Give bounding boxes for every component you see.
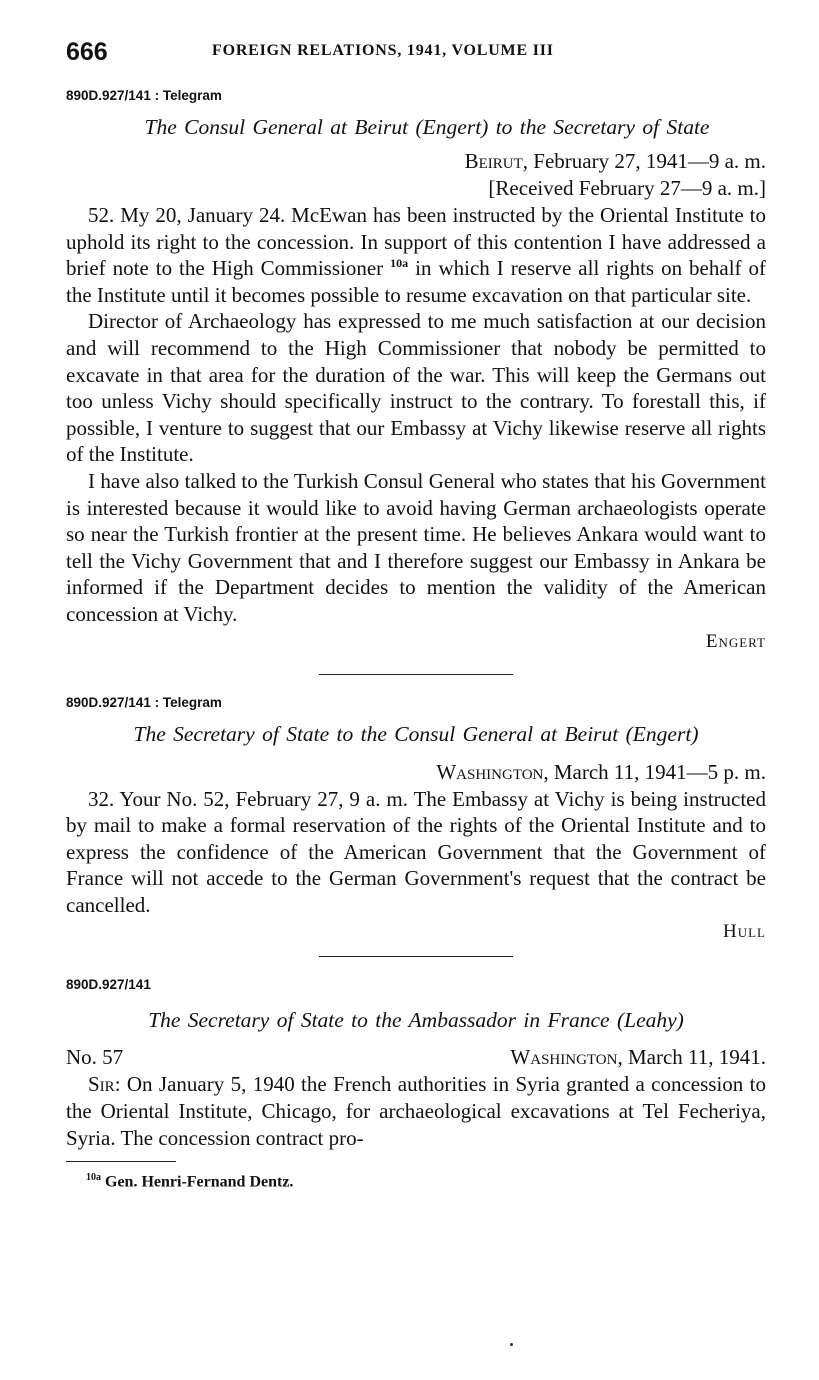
dateline	[66, 759, 766, 786]
page-number: 666	[66, 38, 108, 66]
running-title: FOREIGN RELATIONS, 1941, VOLUME III	[212, 42, 554, 59]
file-reference: 890D.927/141	[66, 977, 151, 993]
document-number: No. 57	[66, 1045, 124, 1070]
section-divider	[319, 956, 513, 957]
received-line: [Received February 27—9 a. m.]	[488, 176, 766, 200]
file-reference: 890D.927/141 : Telegram	[66, 88, 222, 103]
footnote-divider	[66, 1161, 176, 1162]
salutation: Sir	[88, 1072, 115, 1097]
paragraph: 32. Your No. 52, February 27, 9 a. m. The Embassy at Vichy is being instructed by mail to make a formal reservation of the rights of the Oriental Institute and to express the confidence of the American Government that the Government of France will not accede to the German Government's request that the contract be cancelled.	[66, 786, 766, 917]
dateline-date: , February 27, 1941—9 a. m.	[522, 149, 766, 173]
file-reference: 890D.927/141 : Telegram	[66, 694, 222, 710]
paragraph: 52. My 20, January 24. McEwan has been instructed by the Oriental Institute to uphold its right to the concession. In support of this contention I have addressed a brief note to the High Commissioner $^{10a}$ in which I reserve all rights on behalf of the Institute until it becomes possible to resume excavation on that particular site.	[66, 203, 766, 307]
running-head	[66, 38, 766, 72]
footnote-marker: 10a	[86, 1172, 101, 1184]
dateline-place: Washington	[510, 1045, 618, 1070]
dateline	[510, 1043, 766, 1071]
paragraph: Director of Archaeology has expressed to me much satisfaction at our decision and will recommend to the High Commissioner that nobody be permitted to excavate in that area for the duration of the war. This will keep the Germans out too unless Vichy should specifically instruct to the contrary. To forestall this, if possible, I venture to suggest that our Embassy at Vichy likewise reserve all rights of the Institute.	[66, 309, 766, 467]
dateline	[66, 148, 766, 202]
document-heading: The Secretary of State to the Ambassador in France (Leahy)	[148, 1008, 684, 1033]
signature: Hull	[723, 921, 766, 943]
dateline-place: Washington	[436, 759, 544, 784]
document-number-row	[66, 1043, 766, 1071]
document-page	[66, 38, 766, 1192]
footnote: $^{10a}$ Gen. Henri-Fernand Dentz.	[86, 1172, 294, 1191]
footnote-marker: 10a	[390, 256, 409, 271]
document-heading: The Consul General at Beirut (Engert) to the Secretary of State	[144, 115, 710, 139]
dateline-date: , March 11, 1941.	[617, 1045, 766, 1070]
paragraph: Sir: On January 5, 1940 the French authorities in Syria granted a concession to the Oriental Institute, Chicago, for archaeological excavations at Tel Fecheriya, Syria. The concession contract pro-	[66, 1072, 766, 1150]
print-speck	[510, 1343, 513, 1346]
dateline-date: , March 11, 1941—5 p. m.	[543, 759, 766, 784]
document-heading: The Secretary of State to the Consul General at Beirut (Engert)	[133, 721, 699, 746]
signature: Engert	[705, 630, 766, 652]
dateline-place: Beirut	[464, 149, 523, 173]
section-divider	[319, 674, 513, 675]
paragraph: I have also talked to the Turkish Consul General who states that his Government is interested because it would like to avoid having German archaeologists operate so near the Turkish frontier at the present time. He believes Ankara would want to tell the Vichy Government that and I therefore suggest our Embassy in Ankara be informed if the Department decides to mention the validity of the American concession at Vichy.	[66, 468, 766, 626]
